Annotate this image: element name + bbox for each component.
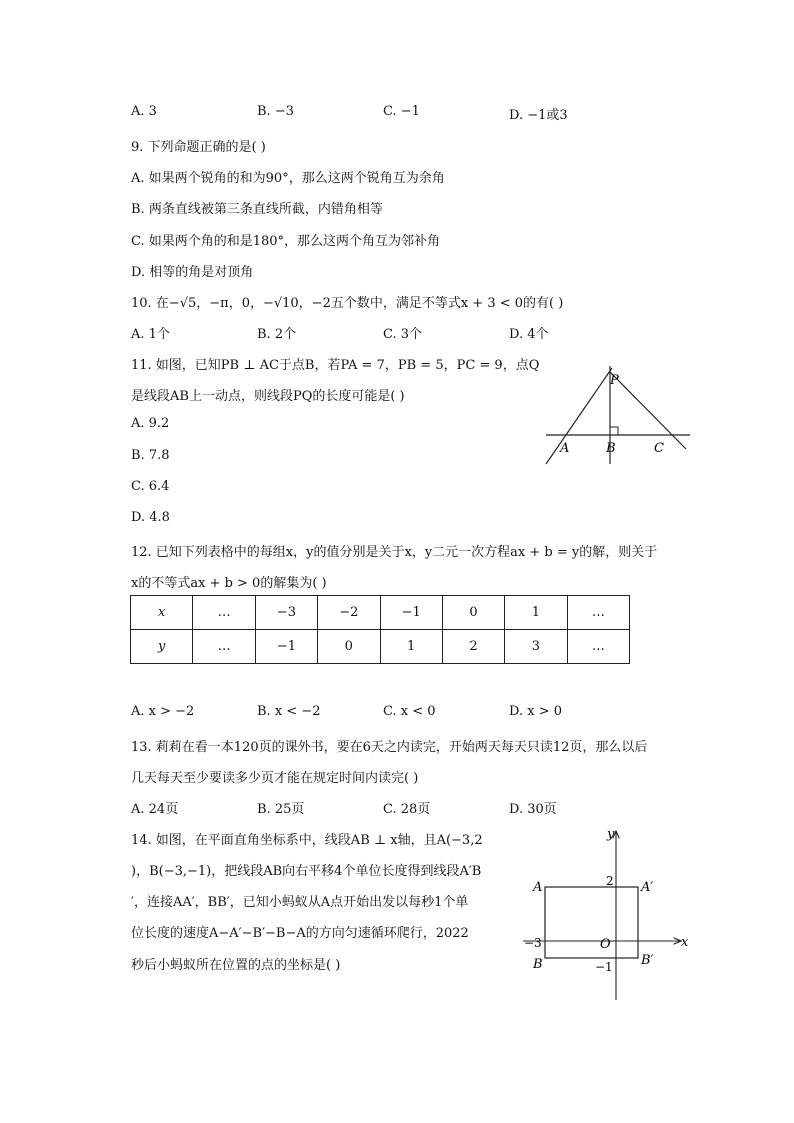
label-neg-one: −1 xyxy=(595,960,613,974)
q8-option-c: C. −1 xyxy=(383,104,420,119)
label-origin: O xyxy=(600,937,611,952)
right-angle-mark xyxy=(610,427,618,435)
q13-option-d: D. 30页 xyxy=(509,802,557,817)
line-pa xyxy=(546,368,612,464)
label-a-prime: A′ xyxy=(641,880,654,895)
table-cell: … xyxy=(567,630,629,664)
table-cell: 1 xyxy=(505,596,567,630)
q11-option-c: C. 6.4 xyxy=(131,479,170,494)
label-two: 2 xyxy=(606,874,614,888)
q12-value-table xyxy=(130,595,630,664)
q14-stem-line5: 秒后小蚂蚁所在位置的点的坐标是( ) xyxy=(131,958,341,973)
table-cell: … xyxy=(193,630,255,664)
table-cell: 3 xyxy=(505,630,567,664)
q8-option-a: A. 3 xyxy=(131,104,157,119)
rectangle-aa-bb xyxy=(545,887,638,958)
label-p: P xyxy=(610,373,619,388)
q14-figure xyxy=(515,822,695,1004)
q13-option-a: A. 24页 xyxy=(131,802,179,817)
q14-stem-line3: ′，连接AA′，BB′，已知小蚂蚁从A点开始出发以每秒1个单 xyxy=(131,895,469,910)
q11-stem-line1: 11. 如图，已知PB ⊥ AC于点B，若PA = 7，PB = 5，PC = 9，点Q xyxy=(131,358,540,373)
q11-option-b: B. 7.8 xyxy=(131,448,170,463)
q8-option-b: B. −3 xyxy=(257,104,294,119)
q13-option-b: B. 25页 xyxy=(257,802,305,817)
q12-stem-line1: 12. 已知下列表格中的每组x，y的值分别是关于x，y二元一次方程ax + b = y的解，则关于 xyxy=(131,545,658,560)
q14-stem-line4: 位长度的速度A−A′−B′−B−A的方向匀速循环爬行，2022 xyxy=(131,926,469,941)
label-a: A xyxy=(560,441,570,456)
label-b: B xyxy=(533,957,543,972)
q9-stem: 9. 下列命题正确的是( ) xyxy=(131,140,266,155)
q12-option-c: C. x < 0 xyxy=(383,704,436,719)
table-cell: … xyxy=(567,596,629,630)
label-y: y xyxy=(607,827,615,842)
table-cell: 0 xyxy=(318,630,380,664)
q14-stem-line1: 14. 如图，在平面直角坐标系中，线段AB ⊥ x轴，且A(−3,2 xyxy=(131,833,483,848)
table-cell: 0 xyxy=(442,596,504,630)
q10-option-d: D. 4个 xyxy=(509,327,549,342)
q11-stem-line2: 是线段AB上一动点，则线段PQ的长度可能是( ) xyxy=(131,389,405,404)
q11-option-a: A. 9.2 xyxy=(131,416,170,431)
table-cell: −1 xyxy=(255,630,317,664)
q12-option-a: A. x > −2 xyxy=(131,704,195,719)
q12-stem-line2: x的不等式ax + b > 0的解集为( ) xyxy=(131,576,327,591)
label-b-prime: B′ xyxy=(641,953,654,968)
q10-option-a: A. 1个 xyxy=(131,327,170,342)
q10-stem: 10. 在−√5，−π，0，−√10，−2五个数中，满足不等式x + 3 < 0的有( ) xyxy=(131,296,564,311)
q9-option-d: D. 相等的角是对顶角 xyxy=(131,265,254,280)
label-x: x xyxy=(681,935,689,950)
q9-option-c: C. 如果两个角的和是180°，那么这两个角互为邻补角 xyxy=(131,234,441,249)
q13-stem-line1: 13. 莉莉在看一本120页的课外书，要在6天之内读完，开始两天每天只读12页，那么以后 xyxy=(131,740,648,755)
label-c: C xyxy=(654,441,664,456)
q13-stem-line2: 几天每天至少要读多少页才能在规定时间内读完( ) xyxy=(131,771,419,786)
q11-option-d: D. 4.8 xyxy=(131,510,170,525)
q10-option-c: C. 3个 xyxy=(383,327,423,342)
q12-option-d: D. x > 0 xyxy=(509,704,562,719)
q13-option-c: C. 28页 xyxy=(383,802,431,817)
label-b: B xyxy=(606,441,616,456)
q9-option-b: B. 两条直线被第三条直线所截，内错角相等 xyxy=(131,202,383,217)
q9-option-a: A. 如果两个锐角的和为90°，那么这两个锐角互为余角 xyxy=(131,171,445,186)
q12-option-b: B. x < −2 xyxy=(257,704,321,719)
table-cell: 1 xyxy=(380,630,442,664)
table-cell: y xyxy=(131,630,193,664)
label-neg-three: −3 xyxy=(524,936,542,950)
q11-figure xyxy=(540,358,700,468)
table-row xyxy=(131,596,630,630)
table-cell: 2 xyxy=(442,630,504,664)
q8-option-d: D. −1或3 xyxy=(509,108,568,123)
table-cell: −1 xyxy=(380,596,442,630)
table-cell: x xyxy=(131,596,193,630)
q10-option-b: B. 2个 xyxy=(257,327,297,342)
table-cell: −3 xyxy=(255,596,317,630)
label-a: A xyxy=(533,880,543,895)
q14-stem-line2: )，B(−3,−1)，把线段AB向右平移4个单位长度得到线段A′B xyxy=(131,864,482,879)
line-pc xyxy=(610,372,686,449)
table-cell: … xyxy=(193,596,255,630)
table-row xyxy=(131,630,630,664)
table-cell: −2 xyxy=(318,596,380,630)
